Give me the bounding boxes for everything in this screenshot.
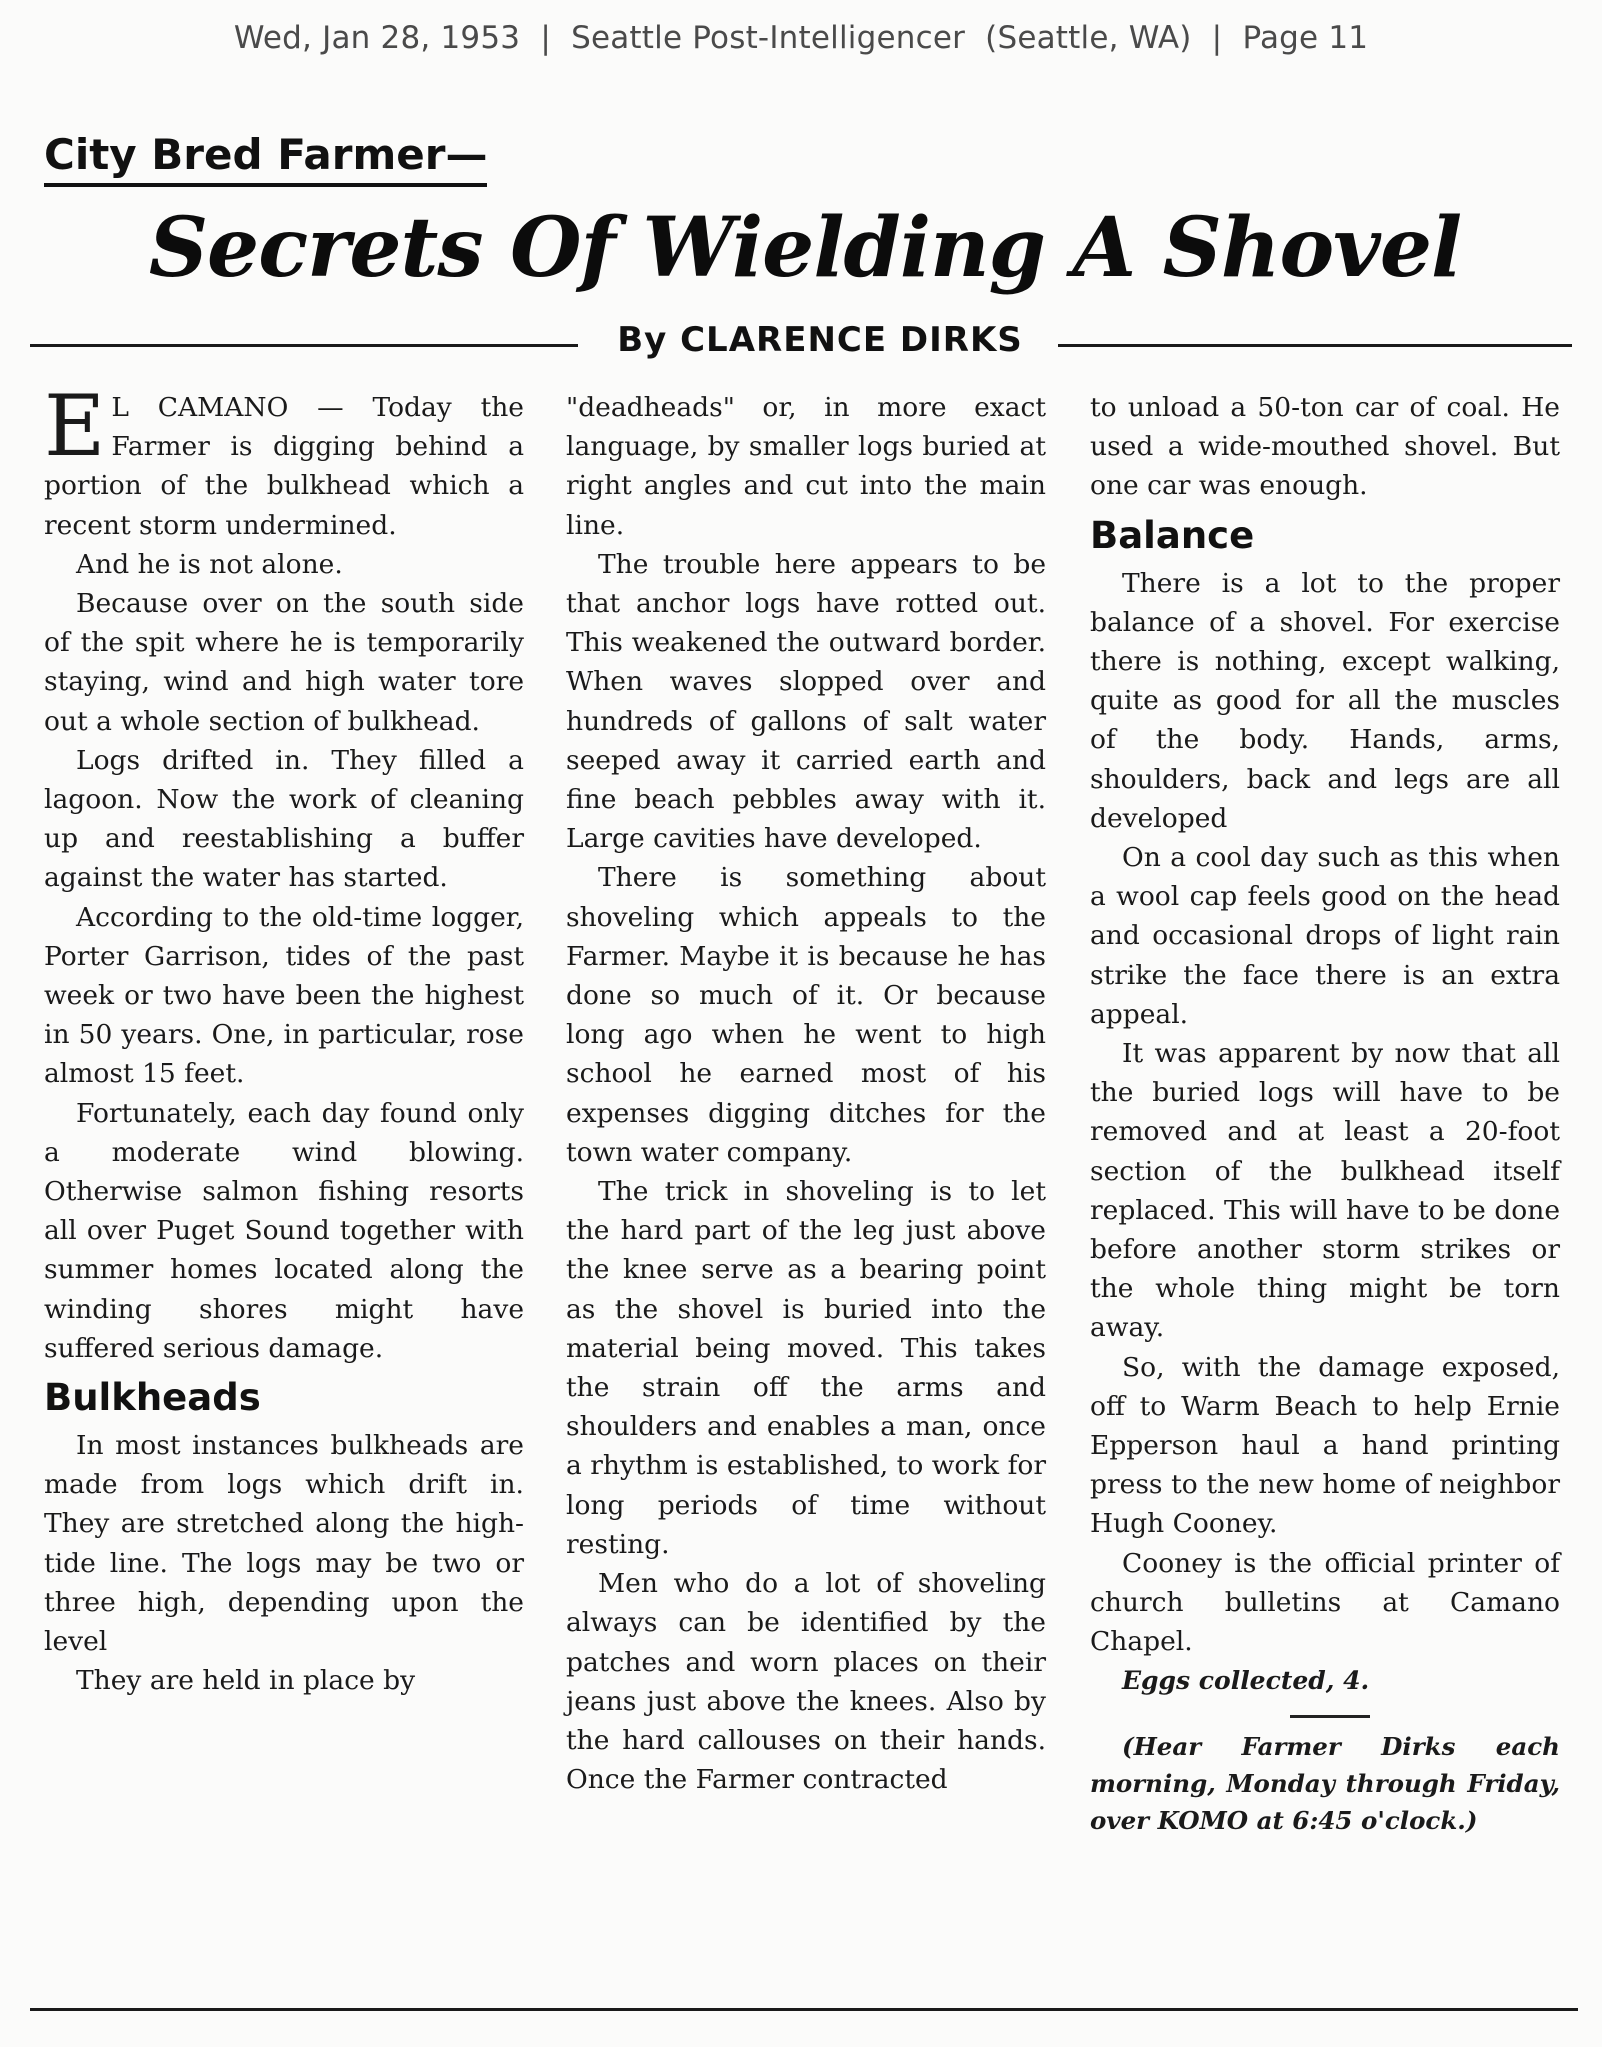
paragraph: Men who do a lot of shoveling always can be identified by the patches and worn places on their jeans just above the knees. Also by the hard callouses on their hands. Once the Farmer contracted <box>566 1568 1046 1796</box>
subhead-bulkheads: Bulkheads <box>44 1376 261 1420</box>
article-headline: Secrets Of Wielding A Shovel <box>148 200 1462 296</box>
column-3 <box>1090 388 1560 1839</box>
paragraph-text: L CAMANO — Today the Farmer is digging behind a portion of the bulkhead which a recent storm undermined. <box>44 392 524 541</box>
paragraph: And he is not alone. <box>76 548 343 580</box>
column-2 <box>566 388 1046 1799</box>
paragraph: So, with the damage exposed, off to Warm Beach to help Ernie Epperson haul a hand printing press to the new home of neighbor Hugh Cooney. <box>1090 1351 1560 1540</box>
paragraph: According to the old-time logger, Porter Garrison, tides of the past week or two have been the highest in 50 years. One, in particular, rose almost 15 feet. <box>44 901 524 1090</box>
source-page: Page 11 <box>1242 20 1369 56</box>
source-separator: | <box>1211 20 1223 56</box>
paragraph: The trouble here appears to be that anchor logs have rotted out. This weakened the outward border. When waves slopped over and hundreds of gallons of salt water seeped away it carried earth and fine beach pebbles away with it. Large cavities have developed. <box>566 548 1046 855</box>
paragraph <box>44 377 524 545</box>
paragraph: It was apparent by now that all the buried logs will have to be removed and at least a 20-foot section of the bulkhead itself replaced. This will have to be done before another storm strikes or the whole thing might be torn away. <box>1090 1038 1560 1344</box>
paragraph: The trick in shoveling is to let the hard part of the leg just above the knee serve as a bearing point as the shovel is buried into the material being moved. This takes the strain off the arms and shoulders and enables a man, once a rhythm is established, to work for long periods of time without resting. <box>566 1176 1046 1560</box>
short-rule <box>1290 1715 1370 1718</box>
paragraph: They are held in place by <box>76 1665 416 1697</box>
eggs-tagline: Eggs collected, 4. <box>1122 1666 1370 1696</box>
paragraph: There is a lot to the proper balance of a shovel. For exercise there is nothing, except walking, quite as good for all the muscles of the body. Hands, arms, shoulders, back and legs are all developed <box>1090 567 1560 834</box>
paragraph: Logs drifted in. They filled a lagoon. Now the work of cleaning up and reestablishing a buffer against the water has started. <box>44 744 524 894</box>
source-line <box>0 20 1602 56</box>
paragraph: Because over on the south side of the spit where he is temporarily staying, wind and high water tore out a whole section of bulkhead. <box>44 588 524 737</box>
source-publication: Seattle Post-Intelligencer <box>571 20 966 56</box>
paragraph: to unload a 50-ton car of coal. He used a wide-mouthed shovel. But one car was enough. <box>1090 392 1560 502</box>
article-byline: By CLARENCE DIRKS <box>617 320 1023 360</box>
paragraph: On a cool day such as this when a wool cap feels good on the head and occasional drops of light rain strike the face there is an extra appeal. <box>1090 842 1560 1030</box>
byline-rule-left <box>30 344 578 347</box>
drop-cap: E <box>44 377 106 475</box>
paragraph: Cooney is the official printer of church bulletins at Camano Chapel. <box>1090 1547 1560 1658</box>
bottom-rule <box>30 2008 1578 2011</box>
source-separator: | <box>540 20 551 56</box>
source-date: Wed, Jan 28, 1953 <box>233 20 521 56</box>
byline-row <box>30 318 1572 370</box>
paragraph: There is something about shoveling which appeals to the Farmer. Maybe it is because he has done so much of it. Or because long ago when he went to high school he earned most of his expenses digging ditches for the town water company. <box>566 862 1046 1168</box>
column-1 <box>44 377 524 1701</box>
paragraph: "deadheads" or, in more exact language, by smaller logs buried at right angles and cut into the main line. <box>566 392 1046 541</box>
byline-rule-right <box>1058 344 1572 347</box>
radio-footnote: (Hear Farmer Dirks each morning, Monday through Friday, over KOMO at 6:45 o'clock.) <box>1090 1731 1560 1835</box>
article-kicker: City Bred Farmer— <box>44 130 487 187</box>
subhead-balance: Balance <box>1090 513 1255 557</box>
paragraph: Fortunately, each day found only a moderate wind blowing. Otherwise salmon fishing resorts all over Puget Sound together with summer homes located along the winding shores might have suffered serious damage. <box>44 1097 524 1364</box>
source-location: (Seattle, WA) <box>985 20 1192 56</box>
paragraph: In most instances bulkheads are made from logs which drift in. They are stretched along the high-tide line. The logs may be two or three high, depending upon the level <box>44 1430 524 1658</box>
